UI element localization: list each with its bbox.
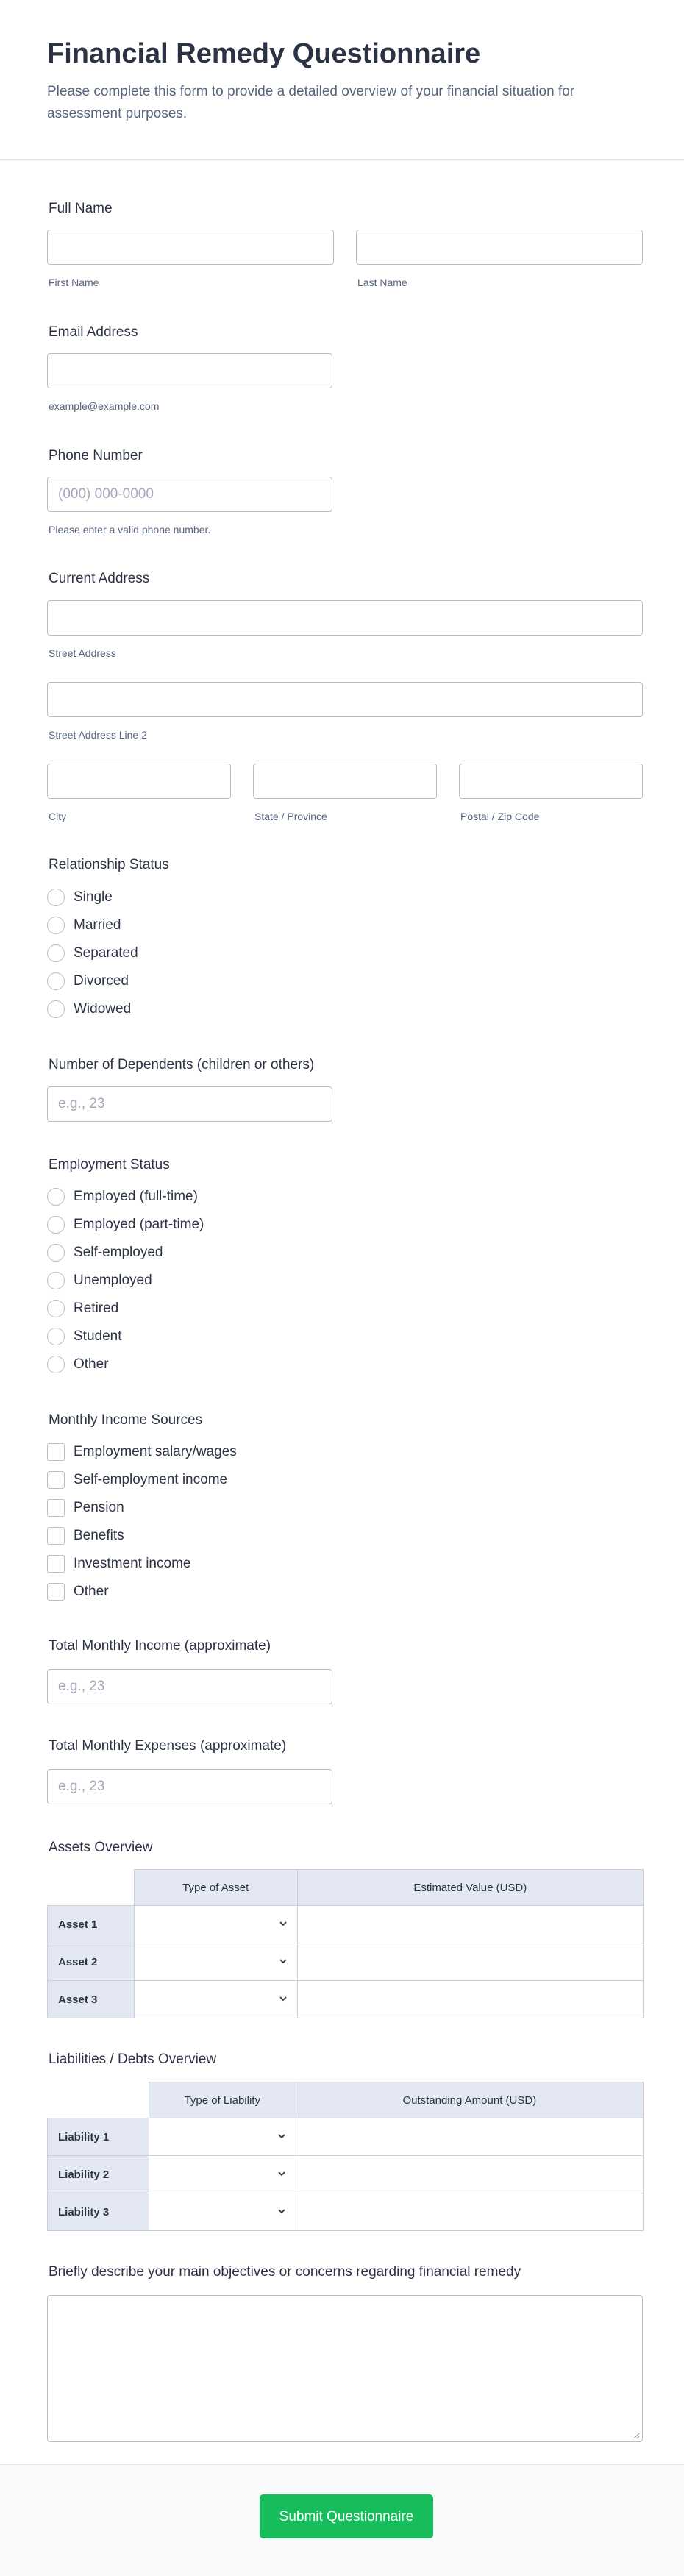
radio-button[interactable]	[47, 1272, 65, 1289]
zip-sublabel: Postal / Zip Code	[460, 811, 540, 822]
asset-value-cell[interactable]	[297, 1906, 643, 1943]
radio-button[interactable]	[47, 1356, 65, 1373]
radio-option-label: Single	[74, 889, 113, 905]
checkbox-option-other[interactable]	[47, 1581, 109, 1602]
total-income-label: Total Monthly Income (approximate)	[49, 1638, 271, 1654]
radio-option-label: Married	[74, 917, 121, 933]
street-address-2-input[interactable]	[47, 682, 643, 717]
radio-option-divorced[interactable]	[47, 971, 129, 992]
dependents-label: Number of Dependents (children or others)	[49, 1057, 315, 1072]
radio-option-married[interactable]	[47, 915, 121, 936]
radio-button[interactable]	[47, 1216, 65, 1234]
liability-amount-cell[interactable]	[296, 2118, 643, 2156]
radio-option-self-employed[interactable]	[47, 1242, 163, 1263]
row-header-liability-2: Liability 2	[48, 2156, 149, 2193]
checkbox-option-label: Investment income	[74, 1556, 191, 1571]
radio-button[interactable]	[47, 972, 65, 990]
radio-option-label: Divorced	[74, 973, 129, 989]
income-sources-label: Monthly Income Sources	[49, 1412, 203, 1428]
state-input[interactable]	[253, 764, 437, 799]
objectives-label: Briefly describe your main objectives or concerns regarding financial remedy	[49, 2264, 521, 2280]
total-income-input[interactable]	[47, 1669, 332, 1704]
radio-option-unemployed[interactable]	[47, 1270, 152, 1291]
checkbox-option-self-employment[interactable]	[47, 1470, 227, 1490]
table-corner	[48, 1870, 135, 1906]
full-name-label: Full Name	[49, 201, 113, 216]
address-label: Current Address	[49, 571, 150, 586]
column-header-estimated-value: Estimated Value (USD)	[297, 1870, 643, 1906]
radio-option-other[interactable]	[47, 1354, 109, 1375]
radio-button[interactable]	[47, 1188, 65, 1206]
radio-button[interactable]	[47, 1244, 65, 1262]
city-sublabel: City	[49, 811, 67, 822]
radio-option-label: Widowed	[74, 1001, 132, 1017]
street-address-2-sublabel: Street Address Line 2	[49, 729, 147, 741]
checkbox[interactable]	[47, 1555, 65, 1573]
radio-option-student[interactable]	[47, 1326, 122, 1347]
radio-option-label: Self-employed	[74, 1245, 163, 1260]
radio-option-employed-part-time[interactable]	[47, 1214, 204, 1235]
liabilities-overview-label: Liabilities / Debts Overview	[49, 2052, 217, 2067]
liability-type-dropdown[interactable]	[149, 2193, 296, 2231]
checkbox[interactable]	[47, 1499, 65, 1517]
radio-option-label: Retired	[74, 1301, 119, 1316]
radio-option-separated[interactable]	[47, 943, 138, 964]
radio-option-label: Separated	[74, 945, 138, 961]
first-name-input[interactable]	[47, 230, 334, 265]
radio-option-label: Other	[74, 1356, 109, 1372]
state-sublabel: State / Province	[254, 811, 327, 822]
form-header	[0, 0, 684, 160]
liability-type-dropdown[interactable]	[149, 2118, 296, 2156]
radio-button[interactable]	[47, 889, 65, 906]
street-address-sublabel: Street Address	[49, 647, 116, 659]
row-header-asset-3: Asset 3	[48, 1981, 135, 2018]
checkbox-option-pension[interactable]	[47, 1498, 124, 1518]
row-header-liability-3: Liability 3	[48, 2193, 149, 2231]
radio-option-label: Student	[74, 1328, 122, 1344]
asset-value-cell[interactable]	[297, 1981, 643, 2018]
checkbox-option-label: Employment salary/wages	[74, 1444, 237, 1459]
radio-button[interactable]	[47, 1300, 65, 1317]
assets-overview-label: Assets Overview	[49, 1840, 153, 1855]
row-header-asset-1: Asset 1	[48, 1906, 135, 1943]
column-header-outstanding-amount: Outstanding Amount (USD)	[296, 2082, 643, 2118]
objectives-textarea[interactable]	[47, 2295, 643, 2442]
checkbox-option-investment[interactable]	[47, 1554, 190, 1574]
phone-input[interactable]	[47, 477, 332, 512]
relationship-status-label: Relationship Status	[49, 857, 169, 872]
column-header-type-of-asset: Type of Asset	[134, 1870, 297, 1906]
checkbox-option-label: Pension	[74, 1500, 124, 1515]
row-header-asset-2: Asset 2	[48, 1943, 135, 1981]
liability-amount-cell[interactable]	[296, 2156, 643, 2193]
city-input[interactable]	[47, 764, 231, 799]
checkbox[interactable]	[47, 1527, 65, 1545]
liabilities-table	[47, 2082, 644, 2231]
radio-button[interactable]	[47, 944, 65, 962]
phone-sublabel: Please enter a valid phone number.	[49, 524, 211, 536]
resize-grip-icon[interactable]	[633, 2432, 640, 2439]
assets-table	[47, 1869, 644, 2018]
chevron-down-icon	[278, 1918, 288, 1929]
liability-type-dropdown[interactable]	[149, 2156, 296, 2193]
page-subtitle: Please complete this form to provide a detailed overview of your financial situation for assessment purposes.	[47, 84, 575, 121]
column-header-type-of-liability: Type of Liability	[149, 2082, 296, 2118]
chevron-down-icon	[277, 2131, 287, 2141]
radio-option-retired[interactable]	[47, 1298, 118, 1319]
radio-button[interactable]	[47, 1328, 65, 1345]
radio-button[interactable]	[47, 917, 65, 934]
radio-option-label: Employed (full-time)	[74, 1189, 198, 1204]
email-sublabel: example@example.com	[49, 400, 160, 412]
dependents-input[interactable]	[47, 1086, 332, 1122]
total-expenses-label: Total Monthly Expenses (approximate)	[49, 1738, 287, 1754]
radio-option-widowed[interactable]	[47, 999, 131, 1020]
asset-type-dropdown[interactable]	[134, 1981, 297, 2018]
radio-button[interactable]	[47, 1000, 65, 1018]
radio-option-single[interactable]	[47, 887, 113, 908]
checkbox[interactable]	[47, 1443, 65, 1461]
street-address-input[interactable]	[47, 600, 643, 636]
radio-option-label: Employed (part-time)	[74, 1217, 204, 1232]
asset-value-cell[interactable]	[297, 1943, 643, 1981]
last-name-sublabel: Last Name	[357, 277, 407, 288]
checkbox[interactable]	[47, 1583, 65, 1601]
zip-input[interactable]	[459, 764, 643, 799]
last-name-input[interactable]	[356, 230, 643, 265]
asset-type-dropdown[interactable]	[134, 1906, 297, 1943]
chevron-down-icon	[277, 2168, 287, 2179]
liability-amount-cell[interactable]	[296, 2193, 643, 2231]
checkbox-option-label: Self-employment income	[74, 1472, 228, 1487]
checkbox[interactable]	[47, 1471, 65, 1489]
page-title: Financial Remedy Questionnaire	[47, 38, 481, 69]
checkbox-option-benefits[interactable]	[47, 1526, 124, 1546]
asset-type-dropdown[interactable]	[134, 1943, 297, 1981]
email-input[interactable]	[47, 353, 332, 388]
table-corner	[48, 2082, 149, 2118]
row-header-liability-1: Liability 1	[48, 2118, 149, 2156]
checkbox-option-label: Other	[74, 1584, 109, 1599]
radio-option-employed-full-time[interactable]	[47, 1186, 198, 1207]
checkbox-option-salary[interactable]	[47, 1442, 237, 1462]
first-name-sublabel: First Name	[49, 277, 99, 288]
submit-button[interactable]: Submit Questionnaire	[260, 2494, 433, 2538]
radio-option-label: Unemployed	[74, 1273, 152, 1288]
chevron-down-icon	[278, 1956, 288, 1966]
phone-label: Phone Number	[49, 448, 143, 463]
employment-status-label: Employment Status	[49, 1157, 170, 1173]
chevron-down-icon	[277, 2206, 287, 2216]
total-expenses-input[interactable]	[47, 1769, 332, 1804]
email-label: Email Address	[49, 324, 138, 340]
checkbox-option-label: Benefits	[74, 1528, 124, 1543]
chevron-down-icon	[278, 1993, 288, 2004]
